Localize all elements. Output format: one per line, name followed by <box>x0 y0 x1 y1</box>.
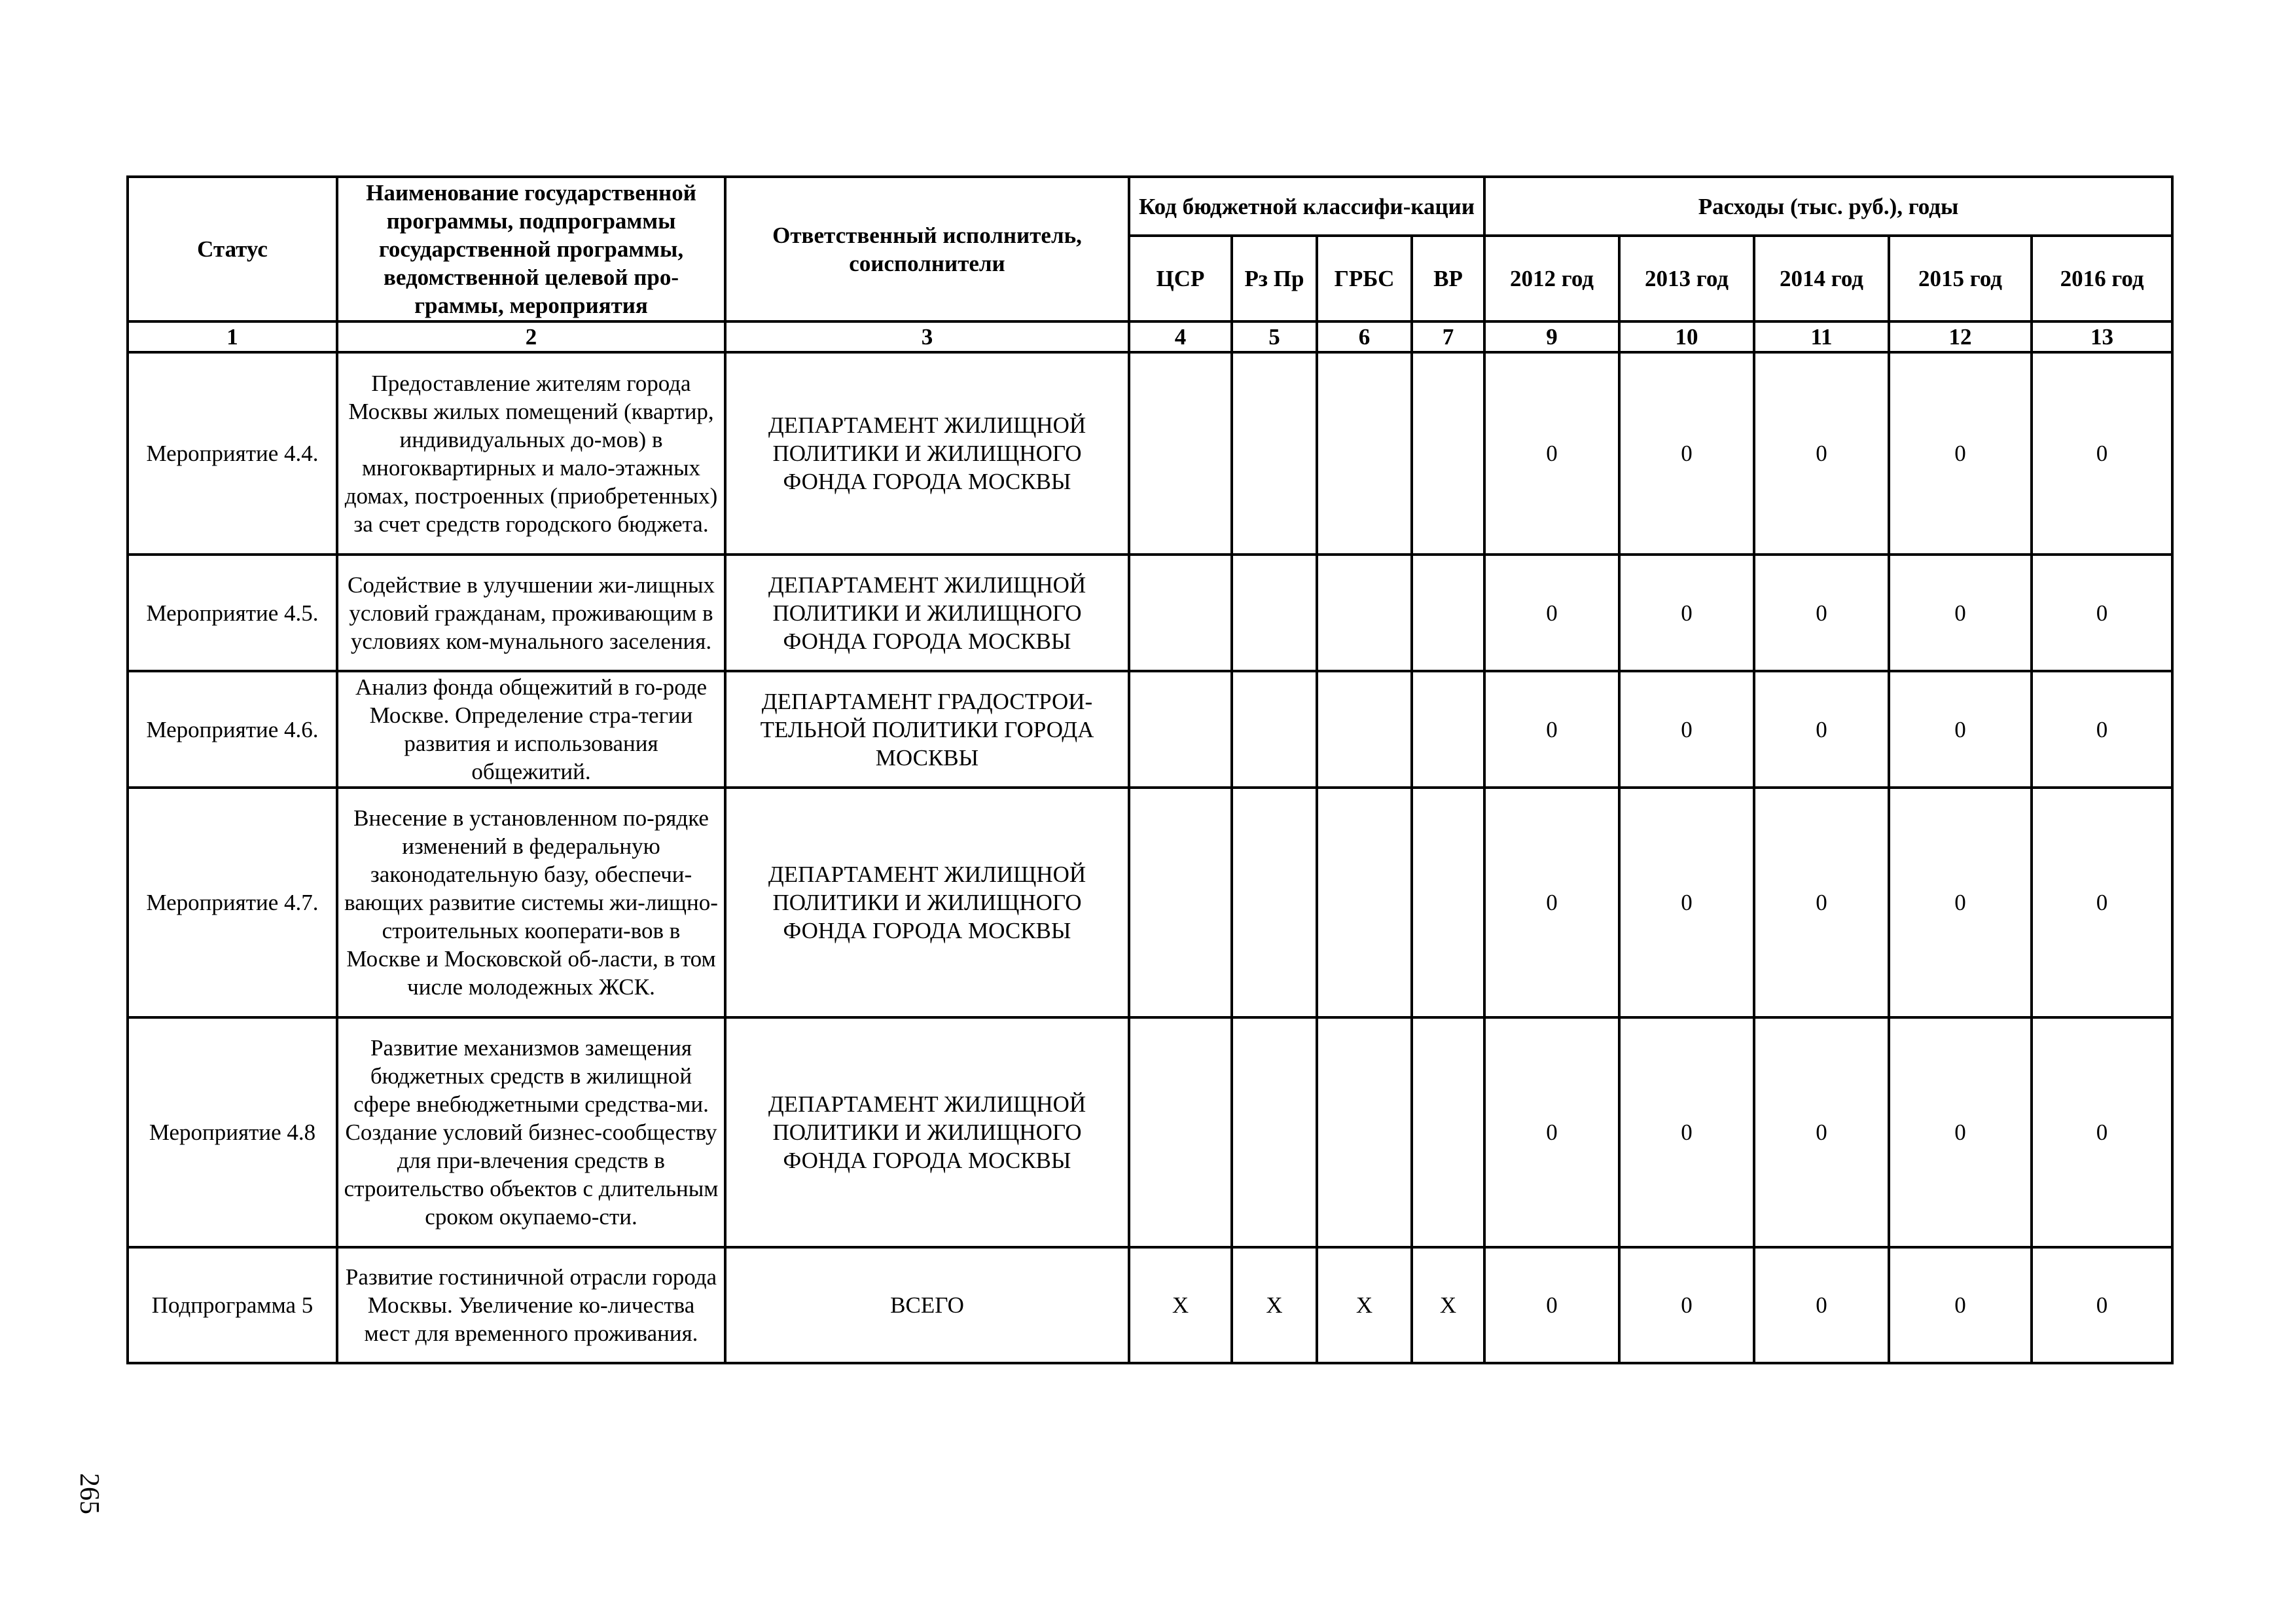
value-2014: 0 <box>1754 788 1889 1017</box>
name-cell: Развитие гостиничной отрасли города Москвы. Увеличение ко-личества мест для временного проживания. <box>337 1247 725 1363</box>
grbs-cell <box>1317 671 1412 788</box>
csr-cell: X <box>1129 1247 1232 1363</box>
table-row <box>128 788 2172 1017</box>
grbs-cell <box>1317 555 1412 671</box>
value-2012: 0 <box>1484 1017 1619 1247</box>
value-2016: 0 <box>2032 788 2172 1017</box>
value-2014: 0 <box>1754 671 1889 788</box>
column-number: 9 <box>1484 321 1619 352</box>
header-rzpr: Рз Пр <box>1232 236 1317 321</box>
status-cell: Подпрограмма 5 <box>128 1247 337 1363</box>
value-2013: 0 <box>1619 352 1754 555</box>
executor-cell: ДЕПАРТАМЕНТ ЖИЛИЩНОЙ ПОЛИТИКИ И ЖИЛИЩНОГО ФОНДА ГОРОДА МОСКВЫ <box>725 555 1129 671</box>
value-2016: 0 <box>2032 1017 2172 1247</box>
csr-cell <box>1129 352 1232 555</box>
value-2013: 0 <box>1619 1247 1754 1363</box>
column-number: 1 <box>128 321 337 352</box>
executor-cell: ДЕПАРТАМЕНТ ГРАДОСТРОИ-ТЕЛЬНОЙ ПОЛИТИКИ ГОРОДА МОСКВЫ <box>725 671 1129 788</box>
value-2012: 0 <box>1484 555 1619 671</box>
status-cell: Мероприятие 4.8 <box>128 1017 337 1247</box>
executor-cell: ВСЕГО <box>725 1247 1129 1363</box>
value-2015: 0 <box>1889 352 2032 555</box>
column-number-row <box>128 321 2172 352</box>
name-cell: Развитие механизмов замещения бюджетных средств в жилищной сфере внебюджетными средства-ми. Создание условий бизнес-сообществу для при-влечения средств в строительство объектов с длительным сроком окупаемо-сти. <box>337 1017 725 1247</box>
value-2013: 0 <box>1619 555 1754 671</box>
value-2014: 0 <box>1754 1017 1889 1247</box>
value-2015: 0 <box>1889 555 2032 671</box>
status-cell: Мероприятие 4.7. <box>128 788 337 1017</box>
name-cell: Предоставление жителям города Москвы жилых помещений (квартир, индивидуальных до-мов) в многоквартирных и мало-этажных домах, построенных (приобретенных) за счет средств городского бюджета. <box>337 352 725 555</box>
column-number: 5 <box>1232 321 1317 352</box>
name-cell: Анализ фонда общежитий в го-роде Москве. Определение стра-тегии развития и использования общежитий. <box>337 671 725 788</box>
header-grbs: ГРБС <box>1317 236 1412 321</box>
column-number: 4 <box>1129 321 1232 352</box>
value-2015: 0 <box>1889 788 2032 1017</box>
value-2014: 0 <box>1754 1247 1889 1363</box>
grbs-cell <box>1317 1017 1412 1247</box>
page-number: 265 <box>74 1473 104 1514</box>
header-name: Наименование государственной программы, подпрограммы государственной программы, ведомственной целевой про-граммы, мероприятия <box>337 177 725 321</box>
table-row <box>128 555 2172 671</box>
table-row <box>128 1247 2172 1363</box>
table-row <box>128 671 2172 788</box>
header-year-2015: 2015 год <box>1889 236 2032 321</box>
rzpr-cell <box>1232 352 1317 555</box>
status-cell: Мероприятие 4.5. <box>128 555 337 671</box>
vr-cell <box>1412 671 1484 788</box>
rzpr-cell <box>1232 788 1317 1017</box>
rzpr-cell: X <box>1232 1247 1317 1363</box>
executor-cell: ДЕПАРТАМЕНТ ЖИЛИЩНОЙ ПОЛИТИКИ И ЖИЛИЩНОГО ФОНДА ГОРОДА МОСКВЫ <box>725 352 1129 555</box>
column-number: 11 <box>1754 321 1889 352</box>
value-2012: 0 <box>1484 352 1619 555</box>
value-2012: 0 <box>1484 671 1619 788</box>
value-2016: 0 <box>2032 555 2172 671</box>
value-2016: 0 <box>2032 1247 2172 1363</box>
executor-cell: ДЕПАРТАМЕНТ ЖИЛИЩНОЙ ПОЛИТИКИ И ЖИЛИЩНОГО ФОНДА ГОРОДА МОСКВЫ <box>725 788 1129 1017</box>
header-budget-code: Код бюджетной классифи-кации <box>1129 177 1484 236</box>
name-cell: Содействие в улучшении жи-лищных условий гражданам, проживающим в условиях ком-мунального заселения. <box>337 555 725 671</box>
column-number: 13 <box>2032 321 2172 352</box>
csr-cell <box>1129 788 1232 1017</box>
rzpr-cell <box>1232 1017 1317 1247</box>
value-2013: 0 <box>1619 788 1754 1017</box>
name-cell: Внесение в установленном по-рядке изменений в федеральную законодательную базу, обеспечи-вающих развитие системы жи-лищно-строительных кооперати-вов в Москве и Московской об-ласти, в том числе молодежных ЖСК. <box>337 788 725 1017</box>
table-row <box>128 1017 2172 1247</box>
value-2013: 0 <box>1619 671 1754 788</box>
value-2012: 0 <box>1484 788 1619 1017</box>
value-2014: 0 <box>1754 555 1889 671</box>
header-executor: Ответственный исполнитель, соисполнители <box>725 177 1129 321</box>
status-cell: Мероприятие 4.6. <box>128 671 337 788</box>
table-row <box>128 352 2172 555</box>
column-number: 7 <box>1412 321 1484 352</box>
csr-cell <box>1129 555 1232 671</box>
csr-cell <box>1129 671 1232 788</box>
column-number: 10 <box>1619 321 1754 352</box>
column-number: 2 <box>337 321 725 352</box>
grbs-cell <box>1317 352 1412 555</box>
header-row-top <box>128 177 2172 236</box>
vr-cell: X <box>1412 1247 1484 1363</box>
vr-cell <box>1412 555 1484 671</box>
value-2015: 0 <box>1889 1247 2032 1363</box>
vr-cell <box>1412 1017 1484 1247</box>
vr-cell <box>1412 352 1484 555</box>
grbs-cell <box>1317 788 1412 1017</box>
header-csr: ЦСР <box>1129 236 1232 321</box>
column-number: 6 <box>1317 321 1412 352</box>
rzpr-cell <box>1232 671 1317 788</box>
header-vr: ВР <box>1412 236 1484 321</box>
value-2015: 0 <box>1889 671 2032 788</box>
value-2016: 0 <box>2032 671 2172 788</box>
status-cell: Мероприятие 4.4. <box>128 352 337 555</box>
rzpr-cell <box>1232 555 1317 671</box>
budget-table <box>126 175 2174 1364</box>
header-status: Статус <box>128 177 337 321</box>
header-year-2016: 2016 год <box>2032 236 2172 321</box>
grbs-cell: X <box>1317 1247 1412 1363</box>
header-year-2014: 2014 год <box>1754 236 1889 321</box>
value-2013: 0 <box>1619 1017 1754 1247</box>
value-2015: 0 <box>1889 1017 2032 1247</box>
csr-cell <box>1129 1017 1232 1247</box>
value-2016: 0 <box>2032 352 2172 555</box>
column-number: 12 <box>1889 321 2032 352</box>
vr-cell <box>1412 788 1484 1017</box>
header-year-2013: 2013 год <box>1619 236 1754 321</box>
value-2012: 0 <box>1484 1247 1619 1363</box>
column-number: 3 <box>725 321 1129 352</box>
executor-cell: ДЕПАРТАМЕНТ ЖИЛИЩНОЙ ПОЛИТИКИ И ЖИЛИЩНОГО ФОНДА ГОРОДА МОСКВЫ <box>725 1017 1129 1247</box>
value-2014: 0 <box>1754 352 1889 555</box>
header-year-2012: 2012 год <box>1484 236 1619 321</box>
header-expenses: Расходы (тыс. руб.), годы <box>1484 177 2172 236</box>
